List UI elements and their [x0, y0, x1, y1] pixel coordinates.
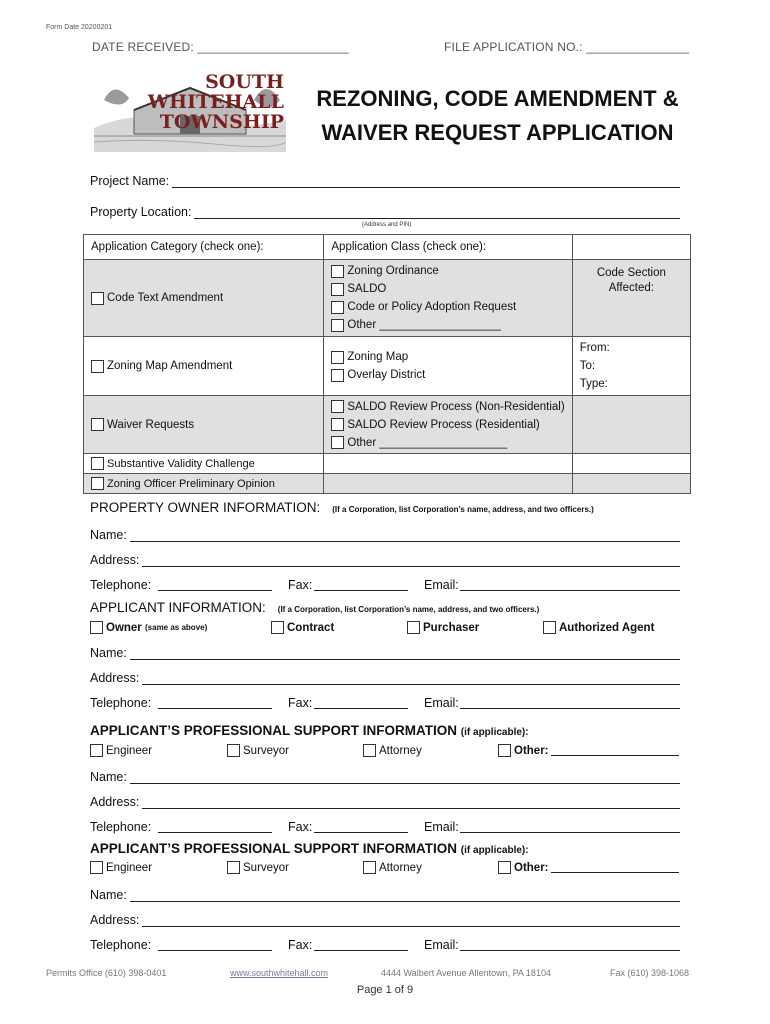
- project-name-row: [90, 172, 680, 188]
- class-other[interactable]: Other ___________________: [331, 316, 564, 334]
- title-line-1: REZONING, CODE AMENDMENT &: [316, 86, 679, 111]
- professional-address-input-2[interactable]: [142, 915, 680, 927]
- other-option-2[interactable]: Other:: [498, 861, 679, 874]
- professional-name-row-2: Name:: [90, 886, 680, 902]
- engineer-option-1[interactable]: Engineer: [90, 744, 152, 757]
- class-saldo-res[interactable]: SALDO Review Process (Residential): [331, 416, 564, 434]
- applicant-name-row: Name:: [90, 644, 680, 660]
- officer-opinion-option[interactable]: Zoning Officer Preliminary Opinion: [84, 474, 323, 493]
- class-code-policy[interactable]: Code or Policy Adoption Request: [331, 298, 564, 316]
- category-header: Application Category (check one):: [91, 241, 264, 253]
- other-option-1[interactable]: Other:: [498, 744, 679, 757]
- page-number: Page 1 of 9: [356, 984, 414, 996]
- engineer-option-2[interactable]: Engineer: [90, 861, 152, 874]
- professional-fax-input-2[interactable]: [314, 950, 408, 951]
- class-overlay-district[interactable]: Overlay District: [331, 366, 564, 384]
- application-category-table: [83, 234, 691, 494]
- logo-line-1: SOUTH WHITEHALL: [147, 71, 284, 113]
- waiver-requests-option[interactable]: Waiver Requests: [84, 416, 323, 434]
- address-pin-note: (Address and PIN): [362, 222, 412, 228]
- page-title: [300, 82, 695, 150]
- owner-option[interactable]: Owner (same as above): [90, 621, 207, 634]
- professional-telephone-input-2[interactable]: [158, 950, 272, 951]
- applicant-contact-row: Telephone: Fax: Email:: [90, 694, 680, 710]
- surveyor-option-1[interactable]: Surveyor: [227, 744, 289, 757]
- class-zoning-ordinance[interactable]: Zoning Ordinance: [331, 262, 564, 280]
- class-header: Application Class (check one):: [331, 241, 487, 253]
- map-type-field[interactable]: Type:: [579, 378, 608, 390]
- zoning-map-amendment-option[interactable]: Zoning Map Amendment: [84, 357, 323, 375]
- applicant-note: (If a Corporation, list Corporation’s name, address, and two officers.): [277, 605, 540, 614]
- property-location-row: [90, 203, 680, 219]
- professional-type-row-1: [90, 744, 690, 760]
- professional-address-row-1: Address:: [90, 793, 680, 809]
- date-received-field[interactable]: DATE RECEIVED: ______________________: [92, 40, 349, 54]
- professional-contact-row-2: Telephone: Fax: Email:: [90, 936, 680, 952]
- footer-fax: Fax (610) 398-1068: [610, 968, 690, 978]
- footer-permits-phone: Permits Office (610) 398-0401: [46, 968, 167, 978]
- property-location-input[interactable]: [194, 207, 680, 219]
- property-location-label: Property Location:: [90, 205, 192, 219]
- professional-telephone-input-1[interactable]: [158, 832, 272, 833]
- project-name-input[interactable]: [172, 176, 680, 188]
- professional-contact-row-1: Telephone: Fax: Email:: [90, 818, 680, 834]
- validity-challenge-option[interactable]: Substantive Validity Challenge: [84, 454, 323, 473]
- code-section-affected: Code Section Affected:: [596, 267, 666, 294]
- footer-address: 4444 Walbert Avenue Allentown, PA 18104: [381, 968, 551, 978]
- class-saldo-nonres[interactable]: SALDO Review Process (Non-Residential): [331, 398, 564, 416]
- project-name-label: Project Name:: [90, 174, 170, 188]
- applicant-type-row: [90, 621, 690, 637]
- owner-fax-input[interactable]: [314, 590, 408, 591]
- professional-address-input-1[interactable]: [142, 797, 680, 809]
- professional-fax-input-1[interactable]: [314, 832, 408, 833]
- class-saldo[interactable]: SALDO: [331, 280, 564, 298]
- owner-section-title: PROPERTY OWNER INFORMATION: (If a Corporation, list Corporation’s name, address, and two officers.): [90, 500, 594, 515]
- owner-email-input[interactable]: [460, 590, 680, 591]
- surveyor-option-2[interactable]: Surveyor: [227, 861, 289, 874]
- contract-option[interactable]: Contract: [271, 621, 334, 634]
- attorney-option-2[interactable]: Attorney: [363, 861, 422, 874]
- owner-note: (If a Corporation, list Corporation’s name, address, and two officers.): [332, 505, 594, 514]
- class-zoning-map[interactable]: Zoning Map: [331, 348, 564, 366]
- owner-name-input[interactable]: [130, 530, 680, 542]
- applicant-name-input[interactable]: [130, 648, 680, 660]
- applicant-address-input[interactable]: [142, 673, 680, 685]
- owner-address-input[interactable]: [142, 555, 680, 567]
- professional-name-row-1: Name:: [90, 768, 680, 784]
- applicant-fax-input[interactable]: [314, 708, 408, 709]
- professional-type-row-2: [90, 861, 690, 877]
- form-date: Form Date 20200201: [46, 24, 113, 31]
- map-to-field[interactable]: To:: [579, 360, 596, 372]
- class-waiver-other[interactable]: Other ____________________: [331, 434, 564, 452]
- authorized-agent-option[interactable]: Authorized Agent: [543, 621, 654, 634]
- purchaser-option[interactable]: Purchaser: [407, 621, 479, 634]
- professional-name-input-2[interactable]: [130, 890, 680, 902]
- footer-website-link[interactable]: www.southwhitehall.com: [230, 968, 329, 978]
- applicant-email-input[interactable]: [460, 708, 680, 709]
- owner-contact-row: Telephone: Fax: Email:: [90, 576, 680, 592]
- title-line-2: WAIVER REQUEST APPLICATION: [321, 120, 674, 145]
- professional-address-row-2: Address:: [90, 911, 680, 927]
- applicant-address-row: Address:: [90, 669, 680, 685]
- attorney-option-1[interactable]: Attorney: [363, 744, 422, 757]
- logo-line-2: TOWNSHIP: [159, 111, 284, 133]
- professional-section-title-2: APPLICANT’S PROFESSIONAL SUPPORT INFORMATION (if applicable):: [90, 841, 529, 856]
- owner-telephone-input[interactable]: [158, 590, 272, 591]
- applicant-section-title: APPLICANT INFORMATION: (If a Corporation, list Corporation’s name, address, and two officers.): [90, 600, 540, 615]
- professional-name-input-1[interactable]: [130, 772, 680, 784]
- code-text-amendment-option[interactable]: Code Text Amendment: [84, 289, 323, 307]
- owner-address-row: Address:: [90, 551, 680, 567]
- professional-email-input-2[interactable]: [460, 950, 680, 951]
- professional-email-input-1[interactable]: [460, 832, 680, 833]
- map-from-field[interactable]: From:: [579, 342, 610, 354]
- applicant-telephone-input[interactable]: [158, 708, 272, 709]
- checkbox[interactable]: [91, 292, 104, 305]
- file-application-field[interactable]: FILE APPLICATION NO.: _______________: [444, 40, 690, 54]
- township-logo: [94, 70, 286, 152]
- owner-name-row: Name:: [90, 526, 680, 542]
- professional-section-title-1: APPLICANT’S PROFESSIONAL SUPPORT INFORMATION (if applicable):: [90, 723, 529, 738]
